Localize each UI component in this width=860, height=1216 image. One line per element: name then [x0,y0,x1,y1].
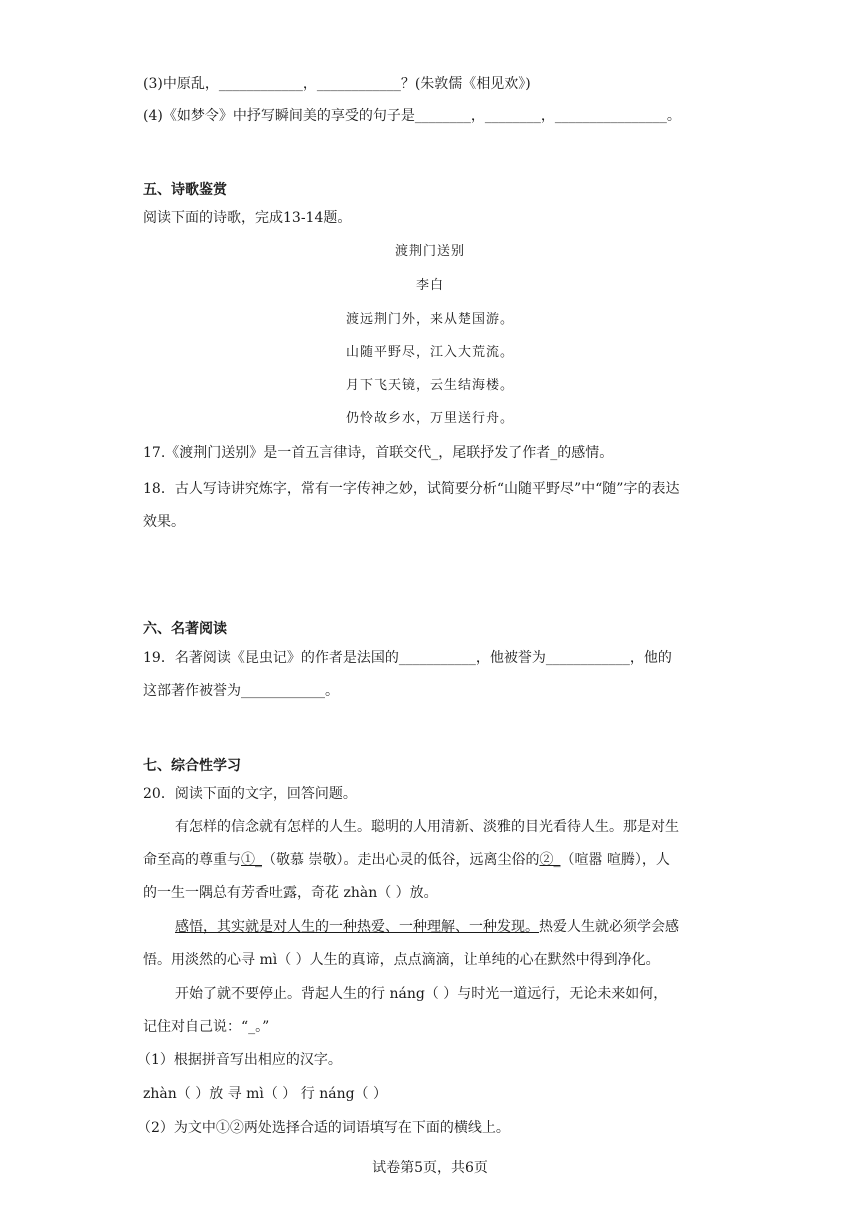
section-5-heading: 五、诗歌鉴赏 [143,182,227,198]
poem-line-3: 月下飞天镜，云生结海楼。 [345,378,514,393]
underlined-sentence: 感悟，其实就是对人生的一种热爱、一种理解、一种发现。 [175,919,539,935]
passage-p3-line-1: 开始了就不要停止。背起人生的行 náng（ ）与时光一道远行，无论未来如何， [175,986,668,1002]
question-19-line-1: 19．名著阅读《昆虫记》的作者是法国的___________，他被誉为____________，他的 [143,650,672,666]
poem-line-4: 仍怜故乡水，万里送行舟。 [345,411,514,426]
passage-p3-line-2: 记住对自己说：“_。” [143,1019,270,1035]
question-3-fill-in: (3)中原乱，____________，____________？(朱敦儒《相见欢》) [143,76,531,92]
poem-line-2: 山随平野尽，江入大荒流。 [345,345,514,360]
page-footer: 试卷第5页，共6页 [372,1160,488,1176]
question-18-line-2: 效果。 [143,514,185,530]
section-5-intro: 阅读下面的诗歌，完成13-14题。 [143,210,352,226]
section-7-heading: 七、综合性学习 [143,758,241,774]
passage-p1-text-b: （敬慕 崇敬）。走出心灵的低谷，远离尘俗的 [262,852,540,868]
passage-p1-line-2 [143,850,670,870]
passage-p2-text: 热爱人生就必须学会感 [539,919,679,935]
passage-p1-text-c: （喧嚣 喧腾），人 [560,852,670,868]
sub-question-1: （1）根据拼音写出相应的汉字。 [137,1052,342,1068]
question-19-line-2: 这部著作被誉为____________。 [143,683,339,699]
blank-marker-2: ②_ [539,852,561,868]
sub-question-2: （2）为文中①②两处选择合适的词语填写在下面的横线上。 [137,1120,510,1136]
question-4-fill-in: (4)《如梦令》中抒写瞬间美的享受的句子是________，________，________________。 [143,108,681,124]
passage-p2-line-2: 悟。用淡然的心寻 mì（ ）人生的真谛，点点滴滴，让单纯的心在默然中得到净化。 [143,952,660,968]
question-18-line-1: 18．古人写诗讲究炼字，常有一字传神之妙，试简要分析“山随平野尽”中“随”字的表达 [143,481,680,497]
poem-line-1: 渡远荆门外，来从楚国游。 [345,312,514,327]
section-6-heading: 六、名著阅读 [143,621,227,637]
poem-author: 李白 [415,278,444,293]
poem-title: 渡荆门送别 [394,244,465,259]
question-17: 17.《渡荆门送别》是一首五言律诗，首联交代_，尾联抒发了作者_的感情。 [143,445,614,461]
sub-question-1-answer-line: zhàn（ ）放 寻 mì（ ） 行 náng（ ） [143,1086,388,1102]
passage-p1-line-1: 有怎样的信念就有怎样的人生。聪明的人用清新、淡雅的目光看待人生。那是对生 [175,819,679,835]
passage-p2-line-1 [175,917,679,937]
passage-p1-line-3: 的一生一隅总有芳香吐露，奇花 zhàn（ ）放。 [143,885,438,901]
passage-p1-text-a: 命至高的尊重与 [143,852,241,868]
question-20: 20．阅读下面的文字，回答问题。 [143,786,357,802]
blank-marker-1: ①_ [241,852,262,868]
